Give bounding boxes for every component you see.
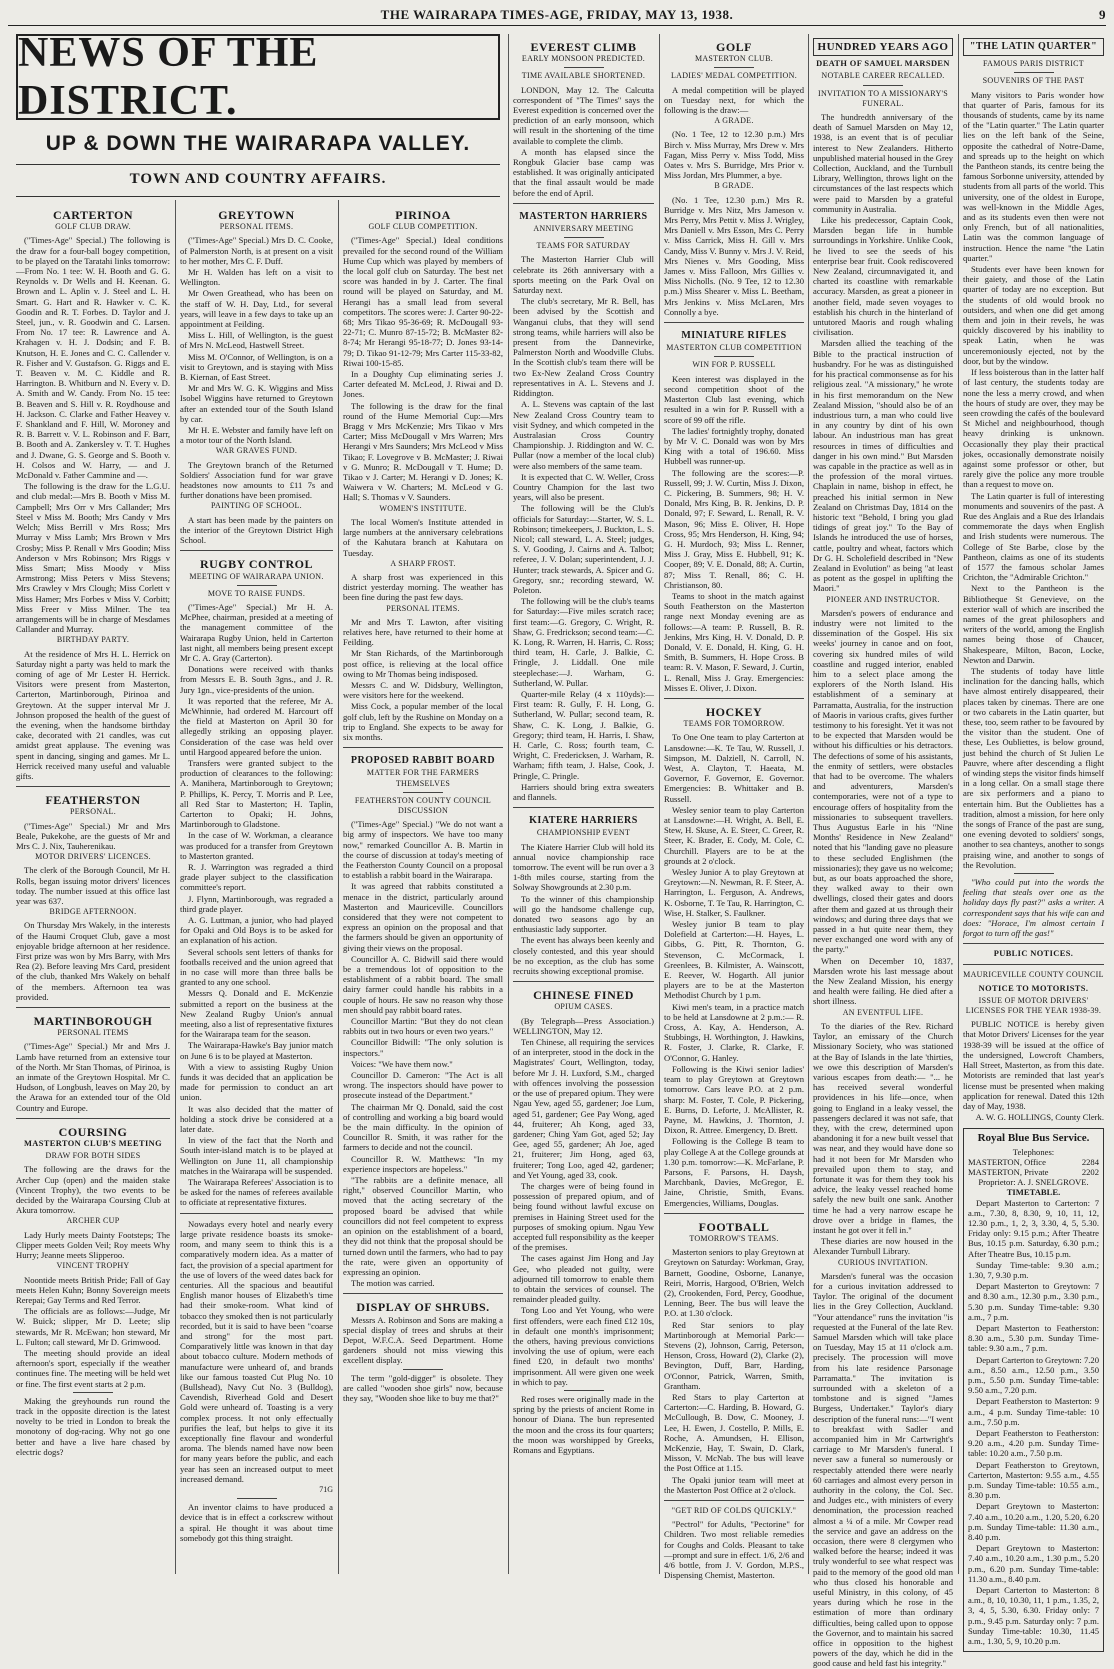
article-paragraph: The Latin quarter is full of interesting monuments and souvenirs of the past. A Rue des Anglais and a Rue des Irlandais commemorate the days when English and Irish students were numerous. The College of Ste Barbe, close by the Pantheon, claims as one of its students of 1577 the famous scholar James Crichton, the "Admirable Crichton." (963, 490, 1104, 583)
article-paragraph: "The rabbits are a definite menace, all right," observed Councillor Martin, who moved that the acting secretary of the proposed board be advised that while councillors did not feel competent to express an opinion on the establishment of a board, they did not think that the proposal should be turned down until the farmers, who had to pay the rate, were given an opportunity of expressing an opinion. (343, 1175, 503, 1277)
article-paragraph: Students ever have been known for their gaiety, and those of the Latin quarter of today are no exception. But the students of old would brook no outsiders, and when one did get among them and join in their revels, he was quickly discovered by his inability to speak Latin, when he was unceremoniously ejected, not by the door, but by the window. (963, 264, 1104, 366)
article-paragraph: Noontide meets British Pride; Fall of Gay meets Helen Kuhn; Bonny Sovereign meets Rerepai; Gay Terms and Red Terror. (16, 1274, 170, 1305)
divider (714, 67, 754, 68)
article-paragraph: To the diaries of the Rev. Richard Taylor, an emissary of the Church Missionary Society, who was stationed at the Bay of Islands in the late 'thirties, we owe this description of Marsden's various escapes from death:— "... he has received several wonderful providences in his life—once, when going to England in a leaky vessel, the passengers declared it was not safe, that they, with the crew, determined upon abandoning it for a new built vessel that was near, and they would have done so had it not been for Mr Marsden who prevailed upon them to stay, and fortunate it was for them they took his advice, the leaky vessel reached home safely the new built one sank. Another time he had a very narrow escape he drove over a bridge in flames, the instant he got over it fell in." (813, 1020, 953, 1235)
column-greytown (180, 202, 333, 1574)
article-paragraph: The officials are as follows:—Judge, Mr W. Buick; slipper, Mr D. Leete; slip stewards, Mr R. McEwan; hon steward, Mr L. Fulton; call steward, Mr D. Grimwood. (16, 1306, 170, 1347)
article-paragraph: Kiwi men's team, in a practice match to be held at Lansdowne at 2 p.m.:— R. Cross, A. Kay, A. Henderson, A. Stubbings, H. Worthington, J. Hawkins, R. Foster, J. Clarke, R. Clarke, F. O'Connor, G. Hanley. (664, 1001, 804, 1063)
ad-title: Royal Blue Bus Service. (977, 1132, 1090, 1145)
divider (714, 356, 754, 357)
article-paragraph: Many visitors to Paris wonder how that quarter of Paris, famous for its thousands of students, came by its name of the "Latin quarter." The Latin quarter lies on the left bank of the Seine, opposite the cathedral of Notre-Dame, and spreads up to the height on which the Pantheon stands, its centre being the famous Sorbonne university, attended by students from all parts of the world. This university, one of the oldest in Europe, was well-known in the Middle Ages, and as its students even then were not only French, but of all nationalities, Latin was the common language of instruction. Hence the name "the Latin quarter." (963, 89, 1104, 263)
subheading: DRAW FOR BOTH SIDES (45, 1151, 141, 1161)
timetable-entry: Depart Masterton to Greytown: 7 and 8.30 a.m., 12.30 p.m., 3.30 p.m., 5.30 p.m. Sunday Time-table: 9.30 a.m., 7 p.m. (968, 1281, 1099, 1322)
divider (664, 1500, 804, 1501)
article-paragraph: The students of today have little inclination for the dancing halls, which have almost entirely disappeared, their places taken by cinemas. There are one or two cabarets in the Latin quarter, but these, too, seem rather to be favoured by the visitor than the student. One of these, Les Oubliettes, is below ground, just behind the church of St Julien Le Pauvre, where after descending a flight of winding steps the visitor finds himself in a long cellar. On a small stage there are six performers and a piano to entertain him. But the Oubliettes has a tradition, almost a mission, for here only the songs of France of the past are sung, one evening devoted to soldiers' songs, another to sea chanteys, another to songs praising wine, and another to songs of the Revolution. (963, 665, 1104, 870)
divider (16, 786, 170, 787)
article-paragraph: When on December 10, 1837, Marsden wrote his last message about the New Zealand Mission, his energy and health were failing. He died after a short illness. (813, 955, 953, 1007)
divider (664, 1213, 804, 1214)
subheading: MEETING OF WAIRARAPA UNION. (189, 571, 324, 581)
article-paragraph: Ten Chinese, all requiring the services of an interpreter, stood in the dock in the Magistrates' Court, Wellington, today, before Mr J. H. Luxford, S.M., charged with offences involving the possession or the use of prepared opium. They were Ngau Yew, aged 55, gardener; Joe Lum, aged 51, gardener; Gee Pay Wong, aged 44, fruiterer; Ah Kong, aged 33, gardener; Ching Yam Got, aged 52; Jay Gee, aged 55, gardener; Ah Joe, aged 21, fruiterer; Jim Hong, aged 63, fruiterer; Tong Loo, aged 42, gardener; and Yet Young, aged 33, cook. (513, 1037, 654, 1180)
section-heading: CARTERTON (52, 208, 134, 222)
article-paragraph: Miss L. Hill, of Wellington, is the guest of Mrs N. McLeod, Hastwell Street. (180, 330, 333, 351)
article-paragraph: ("Times-Age" Special.) Mr H. A. McPhee, chairman, presided at a meeting of the management committee of the Wairarapa Rugby Union, held in Carterton last night, all members being present except Mr C. A. Gray (Carterton). (180, 601, 333, 663)
article-paragraph: The club's secretary, Mr R. Bell, has been advised by the Scottish and Wanganui clubs, that they will send strong teams, while harriers will also be present from the Dannevirke, Palmerston North and Woodville Clubs. In the Scottish club's team there will be two Ex-New Zealand Cross Country representatives in A. L. Stevens and J. Riddington. (513, 296, 654, 399)
article-paragraph: (By Telegraph—Press Association.) WELLINGTON, May 12. (513, 1015, 654, 1036)
column-latin-quarter (963, 34, 1104, 1647)
section-heading: KIATERE HARRIERS (529, 815, 638, 827)
newspaper-page (8, 4, 1106, 1669)
article-paragraph: Councillor Bidwill: "The only solution is inspectors." (343, 1037, 503, 1058)
article-paragraph: The event has always been keenly and closely contested, and this year should be no exception, as the club has some recruits showing exceptional promise. (513, 935, 654, 977)
article-paragraph: Mr Owen Greathead, who has been on the staff of W. H. Day, Ltd., for several years, will leave in a few days to take up an appointment at Feilding. (180, 288, 333, 330)
divider (1014, 72, 1054, 73)
divider (16, 1007, 170, 1008)
article-paragraph: Lady Hurly meets Dainty Footsteps; The Clipper meets Golden Veil; Roy meets Why Hurry; Jeanne meets Slipperoo. (16, 1229, 170, 1261)
phone-label: MASTERTON, Private (968, 1166, 1049, 1177)
article-paragraph: Masterton seniors to play Greytown at Greytown on Saturday: Workman, Gray, Barnett, Goodine, Osborne, Lananye, Reiri, Morris, Hargood, O'Brien, Welch (2), Crookenden, Ford, Percy, Goodhue, Lenning, Beer. The bus will leave the P.O. at 1.30 o'clock. (664, 1247, 804, 1319)
article-paragraph: The Masterton Harrier Club will celebrate its 26th anniversary with a sports meeting on the Park Oval on Saturday next. (513, 254, 654, 296)
subheading: AN EVENTFUL LIFE. (842, 1007, 924, 1017)
article-paragraph: Teams to shoot in the match against South Featherston on the Masterton range next Monday evening are as follows:—A team: P. Russell, B. R. Jenkins, Mrs King, H. V. Donald, D. P. Donald, V. E. Donald, H. King, G. H. Smith, B. Summers, H. Hope Cross. B team: R. V. Mason, F. Seward, J. Curtin, L. Renall, Miss J. Gray. Emergencies: Misses E. Oliver, J. Dixon. (664, 590, 804, 693)
notice-heading: NOTICE TO MOTORISTS. (978, 983, 1089, 993)
article-paragraph: The ladies' fortnightly trophy, donated by Mr V. C. Donald was won by Mrs King with a total of 196.60. Miss Hubbell was runner-up. (664, 425, 804, 467)
phone-number: 2284 (1081, 1156, 1099, 1167)
subheading: DEATH OF SAMUEL MARSDEN (816, 59, 950, 69)
article-paragraph: To One One team to play Carterton at Lansdowne:—K. Te Tau, W. Russell, J. Simpson, M. Dalziell, N. Carroll, N. West, A. Clayton, T. Haeata, M. Governor, F. Governor, E. Governor. Emergencies: B. Whittaker and B. Russell. (664, 732, 804, 804)
subheading: MOVE TO RAISE FUNDS. (207, 588, 306, 598)
filler-paragraph: Red roses were originally made in the spring by the priests of ancient Rome in honour of Diana. The bun represented the moon and the cross its four quarters; the moon was worshipped by Greeks, Romans and Egyptians. (513, 1393, 654, 1455)
article-paragraph: The Wairarapa-Hawke's Bay junior match on June 6 is to be played at Masterton. (180, 1040, 333, 1061)
section-heading: "THE LATIN QUARTER" (963, 38, 1104, 56)
subheading: WOMEN'S INSTITUTE. (379, 503, 467, 513)
notice-paragraph: PUBLIC NOTICE is hereby given that Motor Drivers' Licenses for the year 1938-39 will be issued at the office of the undersigned, Lowcroft Chambers, Hall Street, Masterton, as from this date. Motorists are reminded that last year's license must be presented when making application for renewal. Dated this 12th day of May, 1938. (963, 1019, 1104, 1111)
article-paragraph: It is expected that C. W. Weller, Cross Country Champion for the last two years, will also be present. (513, 471, 654, 503)
timetable-entry: Depart Greytown to Masterton: 7.40 a.m., 10.20 a.m., 1.20, 5.20, 6.20 p.m. Sunday Time-table: 11.30 a.m., 8.40 p.m. (968, 1501, 1099, 1543)
subheading: MASTERTON CLUB. (694, 54, 774, 64)
article-paragraph: Mr and Mrs T. Lawton, after visiting relatives here, have returned to their home at Feilding. (343, 616, 503, 648)
article-paragraph: A sharp frost was experienced in this district yesterday morning. The weather has been fine during the past few days. (343, 571, 503, 603)
bus-timetable-ad (963, 1128, 1104, 1652)
article-paragraph: Like his predecessor, Captain Cook, Marsden began life in humble surroundings in Yorkshire. Unlike Cook, he lived to see the seeds of his enterprise bear fruit. Cook rediscovered New Zealand, circumnavigated it, and charted its coastline with remarkable accuracy. Marsden, as great a pioneer in another field, made seven voyages to establish his church in the hinterland of untutored Maoris and rough whaling civilisation. (813, 215, 953, 338)
divider (513, 203, 654, 204)
subheading: OPIUM CASES. (554, 1002, 613, 1012)
divider (863, 85, 903, 86)
phone-number: 2202 (1081, 1166, 1099, 1177)
section-heading: HOCKEY (705, 704, 763, 719)
timetable-entry: Sunday Time-table: 9.30 a.m.; 1.30, 7, 9.30 p.m. (968, 1259, 1099, 1280)
divider (513, 981, 654, 982)
article-paragraph: (No. 1 Tee, 12.30 p.m.) Mrs R. Burridge v. Mrs Nitz, Mrs Jameson v. Mrs Perry, Mrs Pettit v. Miss J. Wrigley, Mrs Daniell v. Mrs Esson, Mrs C. Perry v. Miss Carrick, Miss H. Gill v. Mrs Candy, Miss V. Bunny v. Mrs J. V. Reid, Mrs Nienes v. Mrs Gooding, Miss James v. Miss Falloon, Mrs Gillies v. Miss Nicholls. (No. 9 Tee, 12 to 12.30 p.m.) Miss Shearer v. Miss L. Beetham, Mrs Jenkins v. Miss McLaren, Mrs Connolly a bye. (664, 194, 804, 317)
article-paragraph: Councillor D. Cameron: "The Act is all wrong. The inspectors should have power to prosecute instead of the Department." (343, 1070, 503, 1101)
column-rule (508, 34, 509, 1574)
column-hundred-years (813, 34, 953, 1669)
divider (664, 322, 804, 323)
subheading: INVITATION TO A MISSIONARY'S FUNERAL. (817, 88, 949, 108)
article-paragraph: Red Stars to play Carterton at Carterton:—C. Harding, B. Howard, G. McCullough, B. Dow, C. Mooney, J. Lee, H. Ewen, J. Costello, P. Mills, E. Roche, A. Amundsen, H. Ellison, McKenzie, Hay, T. Swain, D. Clark, Misson, V. McNab. The bus will leave the Post Office at 1.15. (664, 1391, 804, 1474)
phone-row (968, 1157, 1099, 1167)
article-paragraph: ("Times-Age" Special.) Mr and Mrs J. Lamb have returned from an extensive tour of the North. Mr Stan Thomas, of Pirinoa, is an inmate of the Greytown Hospital. Mr C. Hudson, of Longbush, leaves on May 20, by the Arawa for an extended tour of the Old Country and Europe. (16, 1041, 170, 1113)
article-paragraph: Councillor Martin: "But they do not clean rabbits out in two hours or even two years." (343, 1016, 503, 1037)
article-paragraph: ("Times-Age" Special.) Mr and Mrs Beale, Pukekohe, are the guests of Mr and Mrs C. J. Nix, Tauherenikau. (16, 820, 170, 851)
column-rule (659, 34, 660, 1574)
banner-subtitle-2: TOWN AND COUNTRY AFFAIRS. (129, 170, 387, 187)
subheading: PERSONAL ITEMS (57, 1028, 129, 1038)
column-everest (513, 34, 654, 1574)
article-paragraph: A medal competition will be played on Tuesday next, for which the following is the draw:— (664, 84, 804, 116)
article-paragraph: ("Times-Age" Special.) "We do not want a big army of inspectors. We have too many now," remarked Councillor A. B. Martin in the course of discussion at today's meeting of the Featherston County Council on a proposal to establish a rabbit board in the Wairarapa. (343, 819, 503, 881)
article-paragraph: Quarter-mile Relay (4 x 110yds):— First team: R. Gully, F. H. Long, G. Sutherland, W. Pullar; second team, R. Shaw, C. K. Long, J. Balkie, G. Gregory; third team, H. Harris, I. Shaw, H. Carle, C. Ross; fourth team, C. Wright, C. Fredericksen, J. Warham, R. Warham; fifth team, J. Halse, Cook, J. Pringle, C. Pringle. (513, 688, 654, 781)
ad-reference: 71G (319, 1484, 333, 1494)
subheading: FEATHERSTON COUNTY COUNCIL DISCUSSION (354, 795, 492, 815)
article-paragraph: ("Times-Age" Special.) Ideal conditions prevailed for the second round of the William Hume Cup which was played by members of the local golf club on Saturday. The best net score was handed in by J. Carter. The final round will be played on Saturday, and M. Herangi has a small lead from several competitors. The scores were: J. Carter 90-22-68; Mrs Tikao 95-36-69; R. McDougall 93-22-71; C. Munro 87-15-72; B. McMaster 82-8-74; Mr Herangi 95-18-77; D. Jones 93-14-79; D. Tikao 91-12-79; Mrs Carter 115-33-82, Riwai 100-15-85. (343, 235, 503, 368)
article-paragraph: If less boisterous than in the latter half of last century, the students today are none the less a merry crowd, and when the hours of study are over, they may be seen crowding the cafés of the boulevard St Michel and neighbourhood, though heavy drinking is unknown. Occasionally they play their practical jokes, occasionally demonstrate noisily against some professor or other, but rarely give the police any more trouble than a request to move on. (963, 367, 1104, 490)
subheading: TEAMS FOR SATURDAY (536, 241, 631, 251)
article-paragraph: The following is the draw for the final round of the Hume Memorial Cup:—Mrs Bragg v Mrs McKenzie; Mrs Tikao v Mrs Carter; Miss McDougall v Mrs Warren; Mrs Herangi v Mrs Saunders; Mrs McLeod v Miss Tikao; F. Lovegrove v B. McMaster; J. Riwai v G. Munro; R. McDougall v T. Hume; D. Tikao v J. Carter; M. Herangi v D. Jones; K. Waiwera v W. Charters; M. McLeod v G. Hall; S. Thomas v V. Saunders. (343, 400, 503, 503)
article-paragraph: With a view to assisting Rugby Union funds it was decided that an application be made for permission to conduct an art union. (180, 1061, 333, 1103)
subheading: WAR GRAVES FUND. (215, 446, 298, 456)
article-paragraph: A. G. Luttman, a junior, who had played for Opaki and Old Boys is to be asked for an explanation of his action. (180, 915, 333, 946)
divider (403, 792, 443, 793)
divider (16, 1118, 170, 1119)
section-heading: PUBLIC NOTICES. (993, 949, 1074, 959)
advertorial-paragraph: Nowadays every hotel and nearly every large private residence boasts its smoke-room, and many seem to think this is a comparatively modern idea. As a matter of fact, the provision of a special apartment for the use of lovers of the weed dates back for centuries. All the spacious and beautiful English manor houses of Elizabeth's time had their smoke-room. What kind of tobacco they smoked then is not particularly recorded, but it is said to have been "coarse and strong" for the most part. Comparatively little was known in that day about tobacco culture. Modern methods of manufacture were unheard of, and brands like our famous toasted Cut Plug No. 10 (Bullshead), Navy Cut No. 3 (Bulldog), Cavendish, Riverhead Gold and Desert Gold were unheard of. Toasting is a very complex process. It not only effectually purifies the leaf, but helps to give it its exceptionally fine flavour and wonderful aroma. The blends named have now been for many years before the public, and each year has seen an increased output to meet increased demand. (180, 1218, 333, 1484)
article-paragraph: In the case of W. Workman, a clearance was produced for a transfer from Greytown to Masterton granted. (180, 830, 333, 861)
article-paragraph: The charges were of being found in possession of prepared opium, and of being found without lawful excuse on premises in Haining Street used for the purposes of smoking opium. Ngau Yew accepted full responsibility as the keeper of the premises. (513, 1180, 654, 1253)
article-paragraph: At the residence of Mrs H. L. Herrick on Saturday night a party was held to mark the coming of age of Mr Lester H. Herrick. Visitors were present from Masterton, Carterton, Martinborough, Pirinoa and Greytown. At the supper interval Mr J. Johnson proposed the health of the guest of the evening, when the handsome birthday cake, decorated with 21 candles, was cut amidst great applause. The evening was spent in dancing, singing and games. Mr L. Herrick received many useful and valuable gifts. (16, 648, 170, 781)
subheading: ARCHER CUP (66, 1216, 120, 1226)
timetable-entry: Depart Greytown to Masterton: 7.40 a.m., 10.20 a.m., 1.30 p.m., 5.20 p.m., 6.20 p.m. Sunday Time-table: 11.30 a.m., 8.40 p.m. (968, 1543, 1099, 1584)
subheading: MASTERTON CLUB COMPETITION (666, 343, 802, 353)
article-paragraph: Marsden's funeral was the occasion for a curious invitation addressed to Taylor. The original of the document lies in the Grey Collection, Auckland. "Your attendance" runs the invitation "is requested at the Funeral of the late Rev. Samuel Marsden which will take place on Tuesday, May 15 at 11 o'clock a.m. precisely. The procession will move from his late residence Parsonage Parramatta." The invitation is surrounded with a skeleton of a tombstone and is signed "James Burgess, Undertaker." Taylor's diary description of the funeral runs:—"I went to breakfast with Sadler and accompanied him in Mr Cartwright's carriage to Mr Marsden's funeral. I never saw a funeral so numerously or respectably attended there were nearly 60 carriages and almost every person in authority in the colony, the Col. Sec. and Judges etc., with ministers of every denomination, the procession reached almost a ¼ of a mile. Mr Cowper read the service and gave an address on the occasion, there were 8 clergymen who walked before the hearse; indeed it was truly wonderful to see what respect was paid to the memory of the good old man who thus closed his honorable and useful Ministry, in this colony, of 45 years during which he rose in the estimation of more than ordinary difficulties, being called upon to oppose the Governor, and to maintain his sacred office in opposition to the highest powers of the day, which he did in the good cause and held fast his integrity." (813, 1270, 953, 1669)
subheading: B GRADE. (714, 181, 754, 191)
article-paragraph: LONDON, May 12. The Calcutta correspondent of "The Times" says the Everest expedition is concerned over the prediction of an early monsoon, which will result in the shortening of the time available to complete the climb. (513, 84, 654, 146)
article-paragraph: The following are the scores:—P. Russell, 99; J. W. Curtin, Miss J. Dixon, C. Pickering, B. Summers, 98; H. V. Donald, Mrs King, B. R. Jenkins, D. P. Donald, 97; F. Seward, L. Renall, R. V. Mason, 96; Miss E. Oliver, H. Hope Cross, 95; Mrs Henderson, H. King, 94; G. H. Murdoch, 93; Miss L. Renner, Miss J. Gray, Miss E. Hubbell, 91; K. Cooper, 89; V. E. Donald, 88; A. Curtin, 87; Miss T. Renall, 86; C. H. Christianson, 80. (664, 467, 804, 590)
subheading: TIME AVAILABLE SHORTENED. (521, 71, 646, 81)
masthead (8, 4, 1106, 26)
banner-subtitle: UP & DOWN THE WAIRARAPA VALLEY. (45, 132, 471, 155)
article-paragraph: Keen interest was displayed in the second competition shoot of the Masterton Club last evening, which resulted in a win for P. Russell with a score of 99 off the rifle. (664, 373, 804, 425)
article-paragraph: Messrs A. Robinson and Sons are making a special display of trees and shrubs at their Depot, W.F.C.A. Seed Department. Home gardeners should not miss viewing this excellent display. (343, 1314, 503, 1366)
subheading: A GRADE. (714, 116, 754, 126)
notice-signature: A. W. G. HOLLINGS, County Clerk. (975, 1112, 1104, 1123)
subheading: LADIES' MEDAL COMPETITION. (670, 71, 798, 81)
article-paragraph: The Greytown branch of the Returned Soldiers' Association fund for war grave headstones now amounts to £11 7s and further donations have been promised. (180, 459, 333, 501)
section-heading: GOLF (715, 40, 752, 54)
article-paragraph: J. Flynn, Martinborough, was regraded a third grade player. (180, 893, 333, 914)
divider (237, 1498, 277, 1499)
timetable-entry: Depart Featherston to Featherston: 9.20 a.m., 4.20 p.m. Sunday Time-table: 10.20 a.m., 7.50 p.m. (968, 1428, 1099, 1459)
subheading: TOMORROW'S TEAMS. (689, 1233, 779, 1243)
article-paragraph: The following is the draw for the L.G.U. and club medal:—Mrs B. Booth v Miss M. Campbell; Mrs Orr v Mrs Callander; Mrs Steel v Miss M. Booth; Mrs Candy v Mrs Welch; Miss Berrill v Mrs Ross; Mrs Murray v Miss Lamb; Mrs Brown v Mrs Crosby; Miss P. Renall v Mrs Goodin; Miss Anderson v Mrs Robinson; Mrs Riggs v Miss Smart; Miss Moody v Miss Armstrong; Miss Peters v Miss Stevens; Mrs Crawley v Mrs Clough; Miss Corlett v Miss Hamer; Mrs Forbes v Miss V. Corbitt; Miss Freer v Miss Milner. The tea arrangements will be in charge of Mesdames Callander and Murray. (16, 481, 170, 635)
divider (180, 1213, 333, 1214)
column-rule (958, 34, 959, 1574)
subheading: PIONEER AND INSTRUCTOR. (826, 594, 940, 604)
notice-heading: ISSUE OF MOTOR DRIVERS' LICENSES FOR THE YEAR 1938-39. (965, 995, 1102, 1016)
subheading: CHAMPIONSHIP EVENT (536, 828, 631, 838)
subheading: BRIDGE AFTERNOON. (49, 907, 137, 917)
subheading: EARLY MONSOON PREDICTED. (521, 54, 646, 64)
subheading: WIN FOR P. RUSSELL (692, 360, 776, 370)
article-paragraph: The cases against Jim Hong and Jay Gee, who pleaded not guilty, were adjourned till tomorrow to enable them to obtain the services of counsel. The remainder pleaded guilty. (513, 1253, 654, 1305)
column-rule (175, 200, 176, 1574)
subheading: FAMOUS PARIS DISTRICT (983, 59, 1084, 69)
article-paragraph: Wesley senior team to play Carterton at Lansdowne:—H. Wright, A. Bell, E. Stew, H. Skuse, A. E. Steer, C. Greer, R. Steer, K. Brader, E. Cody, M. Cole, C. Churchill. Players are to be at the grounds at 2 o'clock. (664, 804, 804, 866)
subheading: PERSONAL ITEMS. (219, 222, 294, 232)
article-paragraph: Councillor A. C. Bidwill said there would be a tremendous lot of opposition to the establishment of a rabbit board. The small dairy farmer could handle his rabbits in a couple of hours. He saw no reason why those men should pay rabbit board rates. (343, 953, 503, 1015)
divider (513, 807, 654, 808)
column-rule (808, 34, 809, 1574)
divider (963, 943, 1104, 944)
article-paragraph: Voices: "We have them now." (351, 1058, 453, 1069)
subheading: A SHARP FROST. (390, 558, 456, 568)
column-golf (664, 34, 804, 1581)
section-heading: PIRINOA (395, 208, 451, 222)
ad-paragraph: "Pectrol" for Adults, "Pectorine" for Children. Two most reliable remedies for Coughs and Colds. Pleasant to take—prompt and sure in effect. 1/6, 2/6 and 4/6 bottle, from J. V. Gordon, M.P.S., Dispensing Chemist, Masterton. (664, 1519, 804, 1581)
article-paragraph: A month has elapsed since the Rongbuk Glacier base camp was established. It was originally anticipated that the final assault would be made before the end of April. (513, 146, 654, 198)
article-paragraph: Messrs Q. Donald and E. McKenzie submitted a report on the business at the New Zealand Rugby Union's annual meeting, also a list of representative fixtures for the Wairarapa team for the season. (180, 988, 333, 1040)
article-paragraph: (No. 1 Tee, 12 to 12.30 p.m.) Mrs Birch v. Miss Murray, Mrs Drew v. Mrs Fagan, Miss Perry v. Miss Todd, Miss Oates v. Mrs S. Burridge, Mrs Prior v. Miss Jordan, Mrs Plummer, a bye. (664, 129, 804, 181)
article-paragraph: Messrs C. and W. Didsbury, Wellington, were visitors here for the weekend. (343, 679, 503, 701)
article-paragraph: Marsden's powers of endurance and industry were not limited to the dissemination of the Gospel. His six weeks' journey in canoe and on foot, covering six hundred miles of wild coastline and rugged interior, enabled him to a select place among the explorers of the North Island. His establishment of a seminary at Parramatta, Australia, for the instruction of Maoris in various crafts, gives further testimony to his foresight. Yet it was not to be expected that Marsden would be without his difficulties or his detractors. The defections of some of his assistants, the enmity of settlers, were obstacles that had to be overcome. The whalers and adventurers, Marsden's contemporaries, were not of a type to encourage offers of hospitality from the missionaries to subsequent travellers. Thus Augustus Earle in his "Nine Months' Residence in New Zealand" noted that his "landing gave no pleasure to these secluded Englishmen (the missionaries); they gave us no welcome; but, as our boats approached the shore, they walked away to their own dwellings, closed their gates and doors after them and gazed at us through their windows; and during three days that we passed in a hut quite near them, they never exchanged one word with any of the party." (813, 607, 953, 955)
article-paragraph: The clerk of the Borough Council, Mr H. Rolls, began issuing motor drivers' licences today. The number issued at this office last year was 637. (16, 865, 170, 906)
filler-paragraph: "Who could put into the words the feeling that steals over one as the holiday days fly past?" asks a writer. A correspondent says that his wife can and does: "Horace, I'm almost certain I forgot to turn off the gas!" (963, 877, 1104, 939)
subheading: GOLF CLUB COMPETITION. (368, 222, 478, 232)
article-paragraph: It was reported that the referee, Mr A. McWhinnie, had ordered M. Harcourt off the field at Masterton on April 30 for allegedly striking an opposing player. Consideration of the case was held over until Hargood appeared before the union. (180, 695, 333, 757)
timetable-entry: Depart Carterton to Masterton: 8 a.m., 8, 10, 10.30, 11, 1 p.m., 1.35, 2, 3, 4, 5, 5.30, 6.30. Friday only: 7 p.m., 9.45 p.m. Saturday only: 7 p.m. Sunday Time-table: 10.30, 11.45 a.m., 1.30, 5, 9, 10.20 p.m. (968, 1585, 1099, 1647)
divider (403, 1369, 443, 1370)
article-paragraph: Next to the Pantheon is the Bibliotheque St Genevieve, on the exterior wall of which are inscribed the names of the great philosophers and writers of the world, among the English names being those of Chaucer, Shakespeare, Milton, Bacon, Locke, Newton and Darwin. (963, 583, 1104, 665)
article-paragraph: Miss M. O'Connor, of Wellington, is on a visit to Greytown, and is staying with Miss B. Kiernan, of East Street. (180, 351, 333, 383)
section-heading: MASTERTON HARRIERS (519, 210, 648, 222)
article-paragraph: Tong Loo and Yet Young, who were first offenders, were each fined £12 10s, in default one month's imprisonment; the others, having previous convictions involving the use of opium, were each fined £20, in default two months' imprisonment. All were given one week in which to pay. (513, 1305, 654, 1387)
filler-paragraph: An inventor claims to have produced a device that is in effect a corkscrew without a spiral. He thought it was about time somebody got this thing straight. (180, 1502, 333, 1543)
subheading: NOTABLE CAREER RECALLED. (821, 71, 945, 81)
article-paragraph: Following is the College B team to play College A at the College grounds at 1.30 p.m. tomorrow:—K. McFarlane, P. Parsons, F. Parsons, H. Daysh, Marchbank, Davies, McGregor, E. Jaine, Christie, Smith, Evans. Emergencies, Williams, Douglas. (664, 1136, 804, 1208)
subheading: MASTERTON CLUB'S MEETING (23, 1139, 163, 1149)
timetable-entry: Depart Carterton to Greytown: 7.20 a.m., 8.50 a.m., 12.50 p.m., 3.50 p.m., 5.50 p.m. Sunday Time-table: 9.50 a.m., 7.20 p.m. (968, 1354, 1099, 1396)
article-paragraph: These diaries are now housed in the Alexander Turnbull Library. (813, 1236, 953, 1257)
subheading: MOTOR DRIVERS' LICENCES. (35, 852, 151, 862)
subheading: TEAMS FOR TOMORROW. (683, 719, 785, 729)
column-pirinoa (343, 202, 503, 1574)
phone-row (968, 1167, 1099, 1177)
subheading: MATTER FOR THE FARMERS THEMSELVES (366, 768, 480, 788)
ad-line: Proprietor: A. J. SNELGROVE. (978, 1177, 1089, 1188)
ad-line: Telephones: (1012, 1146, 1055, 1157)
article-paragraph: Transfers were granted subject to the production of clearances to the following: A. Manihera, Martinborough to Greytown; P. Phillips, K. Percy, T. Morris and P. Lee, all Red Star to Masterton; H. Taplin, Carterton to Opaki; H. Johns, Martinborough to Gladstone. (180, 757, 333, 830)
article-paragraph: Wesley Junior A to play Greytown at Greytown:—N. Newman, R. F. Steer, A. Harrington, L. Ferguson, A. Andrews, K. Osborne, T. Te Tau, R. Harrington, C. Wise, H. Stalker, S. Faulkner. (664, 867, 804, 918)
subheading: CURIOUS INVITATION. (838, 1257, 928, 1267)
article-paragraph: R. J. Warrington was regraded a third grade player subject to the classification committee's report. (180, 861, 333, 893)
article-paragraph: The meeting should provide an ideal afternoon's sport, especially if the weather continues fine. The meeting will be held wet or fine. The first event starts at 2 p.m. (16, 1347, 170, 1389)
article-paragraph: It was agreed that rabbits constituted a menace in the district, particularly around Masterton and Mauriceville. Councillors considered that they were not competent to express an opinion on the proposal and that the farmers should be given an opportunity of giving their views on the proposal. (343, 881, 503, 953)
article-paragraph: The following will be the club's teams for Saturday:—Five miles scratch race; first team:—G. Gregory, C. Wright, R. Shaw, G. Fredrickson; second team:—C. K. Long, R. Warren, H. Harris, C. Ross; third team, H. Carle, J. Balkie, C. Fringle, J. Liddall. One mile steeplechase:—J. Warham, G. Sutherland, W. Pullar. (513, 596, 654, 688)
article-paragraph: Several schools sent letters of thanks for footballs received and the union agreed that in no case will more than three balls be granted to any one school. (180, 946, 333, 988)
divider (343, 747, 503, 748)
subheading: PERSONAL ITEMS. (386, 603, 460, 613)
divider (564, 237, 604, 238)
article-paragraph: Harriers should bring extra sweaters and flannels. (513, 781, 654, 803)
divider (664, 698, 804, 699)
article-paragraph: In a Doughty Cup eliminating series J. Carter defeated M. McLeod, J. Riwai and D. Jones. (343, 369, 503, 400)
article-paragraph: Mr H. Walden has left on a visit to Wellington. (180, 267, 333, 288)
section-heading: GREYTOWN (218, 208, 295, 222)
subheading: PERSONAL. (69, 807, 117, 817)
article-paragraph: A start has been made by the painters on the interior of the Greytown District High School. (180, 514, 333, 546)
timetable-entry: Depart Masterton to Carterton: 7 a.m., 7.30, 8, 8.30, 9, 10, 11, 12, 12.30 p.m., 1, 2, 3, 3.30, 4, 5, 5.30. Friday only: 9.15 p.m.; After Theatre Bus, 10.15 p.m. Saturday, 6.30 p.m.; After Theatre Bus, 10.15 p.m. (968, 1197, 1099, 1259)
section-heading: COURSING (58, 1124, 128, 1139)
article-paragraph: ("Times-Age" Special.) Mrs D. C. Cooke, of Palmerston North, is at present on a visit to her mother, Mrs C. F. Duff. (180, 235, 333, 266)
subheading: BIRTHDAY PARTY. (56, 635, 130, 645)
column-carterton (16, 202, 170, 1574)
article-paragraph: The Wairarapa Referees' Association is to be asked for the names of referees available to officiate at representative fixtures. (180, 1177, 333, 1208)
article-paragraph: Donations were received with thanks from Messrs E. B. South 3gns., and J. R. Jury 1gn., vice-presidents of the union. (180, 664, 333, 695)
article-paragraph: To the winner of this championship will go the handsome challenge cup, donated two seasons ago by an enthusiastic lady supporter. (513, 893, 654, 935)
article-paragraph: Miss Cock, a popular member of the local golf club, left by the Rushine on Monday on a trip to England. She expects to be away for six months. (343, 701, 503, 742)
section-heading: MARTINBOROUGH (33, 1014, 153, 1029)
ad-heading: "GET RID OF COLDS QUICKLY." (671, 1506, 797, 1516)
article-paragraph: Wesley junior B team to play Dolefield at Carterton:—H. Hayes, L. Gibbs, G. Pitt, R. Thornton, G. Stevenson, C. McCormack, I. Greenlees, B. Kilmister, A. Wainscott, E. Reever, W. Hogarth. All junior players are to be at the Masterton Methodist Church by 1 p.m. (664, 919, 804, 1001)
divider (1014, 873, 1054, 874)
divider (73, 1392, 113, 1393)
subheading: VINCENT TROPHY (56, 1261, 130, 1271)
divider (343, 1293, 503, 1294)
article-paragraph: The following will be the Club's officials for Saturday:—Starter, W. S. L. Robinson; timekeepers, J. Buckton, L. S. Nicol; call steward, L. A. Steel; judges, S. V. Gooding, J. Cairns and A. Talbot; referee, J. V. Dolan; superintendent, J. J. Hunter; track stewards, A. Spicer and G. Gregory, snr.; recording steward, W. Poleton. (513, 503, 654, 595)
article-paragraph: The Opaki junior team will meet at the Masterton Post Office at 2 o'clock. (664, 1474, 804, 1495)
article-paragraph: Mr H. E. Webster and family have left on a motor tour of the North Island. (180, 425, 333, 446)
column-rule (338, 200, 339, 1574)
section-heading: HUNDRED YEARS AGO (813, 38, 953, 56)
article-paragraph: The local Women's Institute attended in large numbers at the anniversary celebrations of the Kahutara branch at Kahutara on Tuesday. (343, 516, 503, 558)
banner-title: NEWS OF THE DISTRICT. (16, 34, 500, 120)
section-heading: MINIATURE RIFLES (681, 330, 787, 342)
section-heading: RUGBY CONTROL (199, 557, 314, 572)
article-paragraph: Councillor R. W. Matthews: "In my experience inspectors are hopeless." (343, 1153, 503, 1174)
section-heading: CHINESE FINED (533, 988, 634, 1003)
subheading: SOUVENIRS OF THE PAST (982, 76, 1085, 86)
divider (564, 67, 604, 68)
divider (963, 964, 1104, 965)
article-paragraph: The hundredth anniversary of the death of Samuel Marsden on May 12, 1938, is an event that is of peculiar interest to New Zealanders. Hitherto unpublished material housed in the Grey Collection, Auckland, and the Turnbull Library, Wellington, throws light on the circumstances of the last respects which were paid to Marsden by a grateful community in Australia. (813, 112, 953, 214)
article-paragraph: Marsden allied the teaching of the Bible to the practical instruction of husbandry. For he was as distinguished for his practical commonsense as for his religious zeal. "A missionary," he wrote in his first memorandum on the New Zealand Mission, "should also be of an industrious turn, a man who could live in any country by dint of his own labour. An industrious man has great resources in times of difficulties and danger in his own mind." But Marsden was capable in the practice as well as in the profession of the moral virtues. Chaplain in name, bishop in effect, he preached his initial sermon in New Zealand on Christmas Day, 1814 on the historic text "Behold, I bring you glad tidings of great joy." To the Bay of Islands he introduced the use of horses, cattle, poultry and wheat, factors which Dr G. H. Scholefield described in "New Zealand in Evolution" as being "at least as potent as the gospel in uplifting the Maori." (813, 338, 953, 594)
section-heading: EVEREST CLIMB (530, 40, 637, 54)
article-paragraph: A. L. Stevens was captain of the last New Zealand Cross Country team to visit Sydney, and which competed in the Australasian Cross Country Championship. J. Riddington and W. C. Pullar (now a member of the local club) were also members of the same team. (513, 399, 654, 471)
masthead-title: THE WAIRARAPA TIMES-AGE, FRIDAY, MAY 13, 1938. (380, 6, 734, 22)
article-paragraph: Mr Stan Richards, of the Martinborough post office, is relieving at the local office owing to Mr Thomas being indisposed. (343, 648, 503, 679)
timetable-entry: Depart Featherston to Masterton: 9 a.m., 4 p.m. Sunday Time-table: 10 a.m., 7.50 p.m. (968, 1396, 1099, 1427)
section-heading: FEATHERSTON (45, 793, 141, 808)
article-paragraph: The Kiatere Harrier Club will hold its annual novice championship race tomorrow. The event will be run over a 3 1-8th miles course, starting from the Solway Showgrounds at 2.30 p.m. (513, 841, 654, 893)
article-paragraph: Red Star seniors to play Martinborough at Memorial Park:—Stevens (2), Johnson, Carrig, Peterson, Henson, Cross, Howard (2), Clarke (2), Bevington, Duff, Barr, Harding, O'Connor, Patrick, Warren, Smith, Grantham. (664, 1319, 804, 1391)
page-number: 9 (1099, 6, 1106, 22)
section-heading: DISPLAY OF SHRUBS. (356, 1300, 490, 1315)
article-paragraph: The following are the draws for the Archer Cup (open) and the maiden stake (Vincent Trophy), the two events to be decided by the Wairarapa Coursing Club at Akura tomorrow. (16, 1164, 170, 1216)
timetable-entry: Depart Masterton to Featherston: 8.30 a.m., 5.30 p.m. Sunday Time-table: 9.30 a.m., 7 p.m. (968, 1322, 1099, 1354)
article-paragraph: ("Times-Age" Special.) The following is the draw for a four-ball bogey competition, to be played on the Taratahi links tomorrow:—From No. 1 tee: W. H. Booth and G. G. Reynolds v. Dr Wells and H. Keenan. G. Brown and L. Aplin v. J. Steel and L. H. Smart. G. Hart and R. Hawker v. C. K. Goodin and R. T. Forbes. D. Taylor and J. Steel, jun., v. R. Goodwin and C. Larsen. From No. 17 tee: R. Lawrence and A. Krahagen v. H. J. Dodsin; and F. B. Knutson, H. E. Jones and C. C. Callender v. R. Fisher and V. Gustafson. G. Riggs and E. T. Beaven v. M. C. Kiddle and R. Harrington. B. Whitburn and N. Every v. D. A. Smith and W. Candy. From No. 15 tee: B. Beaven and S. Hill v. R. Roydhouse and H. Jackson. C. Clarke and Father Heavey v. F. Shankland and F. Hill, W. Moroney and R. B. Barrett v. V. L. Robinson and F. Barr, B. Booth and A. Zankersley v. T. T. Hughes and J. Dwane, G. S. George and S. Booth v. H. Colsos and W. Harry, — and J. McDonald v. Father Cammine and —. (16, 235, 170, 481)
article-paragraph: On Thursday Mrs Wakely, in the interests of the Haumi Croquet Club, gave a most enjoyable bridge afternoon at her residence. First prize was won by Mrs Barry, with Mrs Rea (2). Before leaving Mrs Card, president of the club, thanked Mrs Wakely on behalf of the members. Afternoon tea was provided. (16, 920, 170, 1002)
filler-paragraph: Making the greyhounds run round the track in the opposite direction is the latest novelty to be tried in London to break the monotony of dog-racing. Why not go one better and have a live hare chased by electric dogs? (16, 1395, 170, 1457)
filler-paragraph: The term "gold-digger" is obsolete. They are called "wooden shoe girls" now, because they say, "Wooden shoe like to buy me that?" (343, 1372, 503, 1403)
article-paragraph: Following is the Kiwi senior ladies' team to play Greytown at Greytown tomorrow. Cars leave P.O. at 2 p.m. sharp: M. Foster, T. Cole, P. Pickering, E. Burns, D. Leforte, J. McAllister, R. Payne, M. Hawkins, J. Thornton, J. Dixon, R. Attree. Emergency, D. Brett. (664, 1063, 804, 1136)
subheading: GOLF CLUB DRAW. (55, 222, 131, 232)
divider (564, 1390, 604, 1391)
notice-heading: MAURICEVILLE COUNTY COUNCIL (963, 970, 1104, 980)
banner-divider-2 (16, 196, 500, 197)
timetable-entry: Depart Featherston to Greytown, Carterton, Masterton: 9.55 a.m., 4.55 p.m. Sunday Time-table: 10.55 a.m., 8.30 p.m. (968, 1459, 1099, 1501)
section-heading: FOOTBALL (698, 1219, 770, 1234)
section-heading: PROPOSED RABBIT BOARD (350, 755, 496, 767)
phone-label: MASTERTON, Office (968, 1156, 1046, 1167)
divider (180, 550, 333, 551)
article-paragraph: Mr and Mrs W. G. K. Wiggins and Miss Isobel Wiggins have returned to Greytown after an extended tour of the South Island by car. (180, 383, 333, 424)
subheading: ANNIVERSARY MEETING (533, 224, 634, 234)
article-paragraph: The motion was carried. (351, 1278, 435, 1289)
article-paragraph: The chairman Mr Q. Donald, said the cost of controlling and working a big board would be the main difficulty. In the opinion of Councillor R. Smith, it was rather for the farmers to decide and not the council. (343, 1101, 503, 1153)
divider (237, 585, 277, 586)
article-paragraph: In view of the fact that the North and South inter-island match is to be played at Wellington on June 11, all championship matches in the Wairarapa will be suspended. (180, 1135, 333, 1176)
subheading: PAINTING OF SCHOOL. (211, 501, 302, 511)
article-paragraph: It was also decided that the matter of holding a stock drive be considered at a later date. (180, 1103, 333, 1135)
ad-line: TIMETABLE. (1006, 1187, 1061, 1198)
